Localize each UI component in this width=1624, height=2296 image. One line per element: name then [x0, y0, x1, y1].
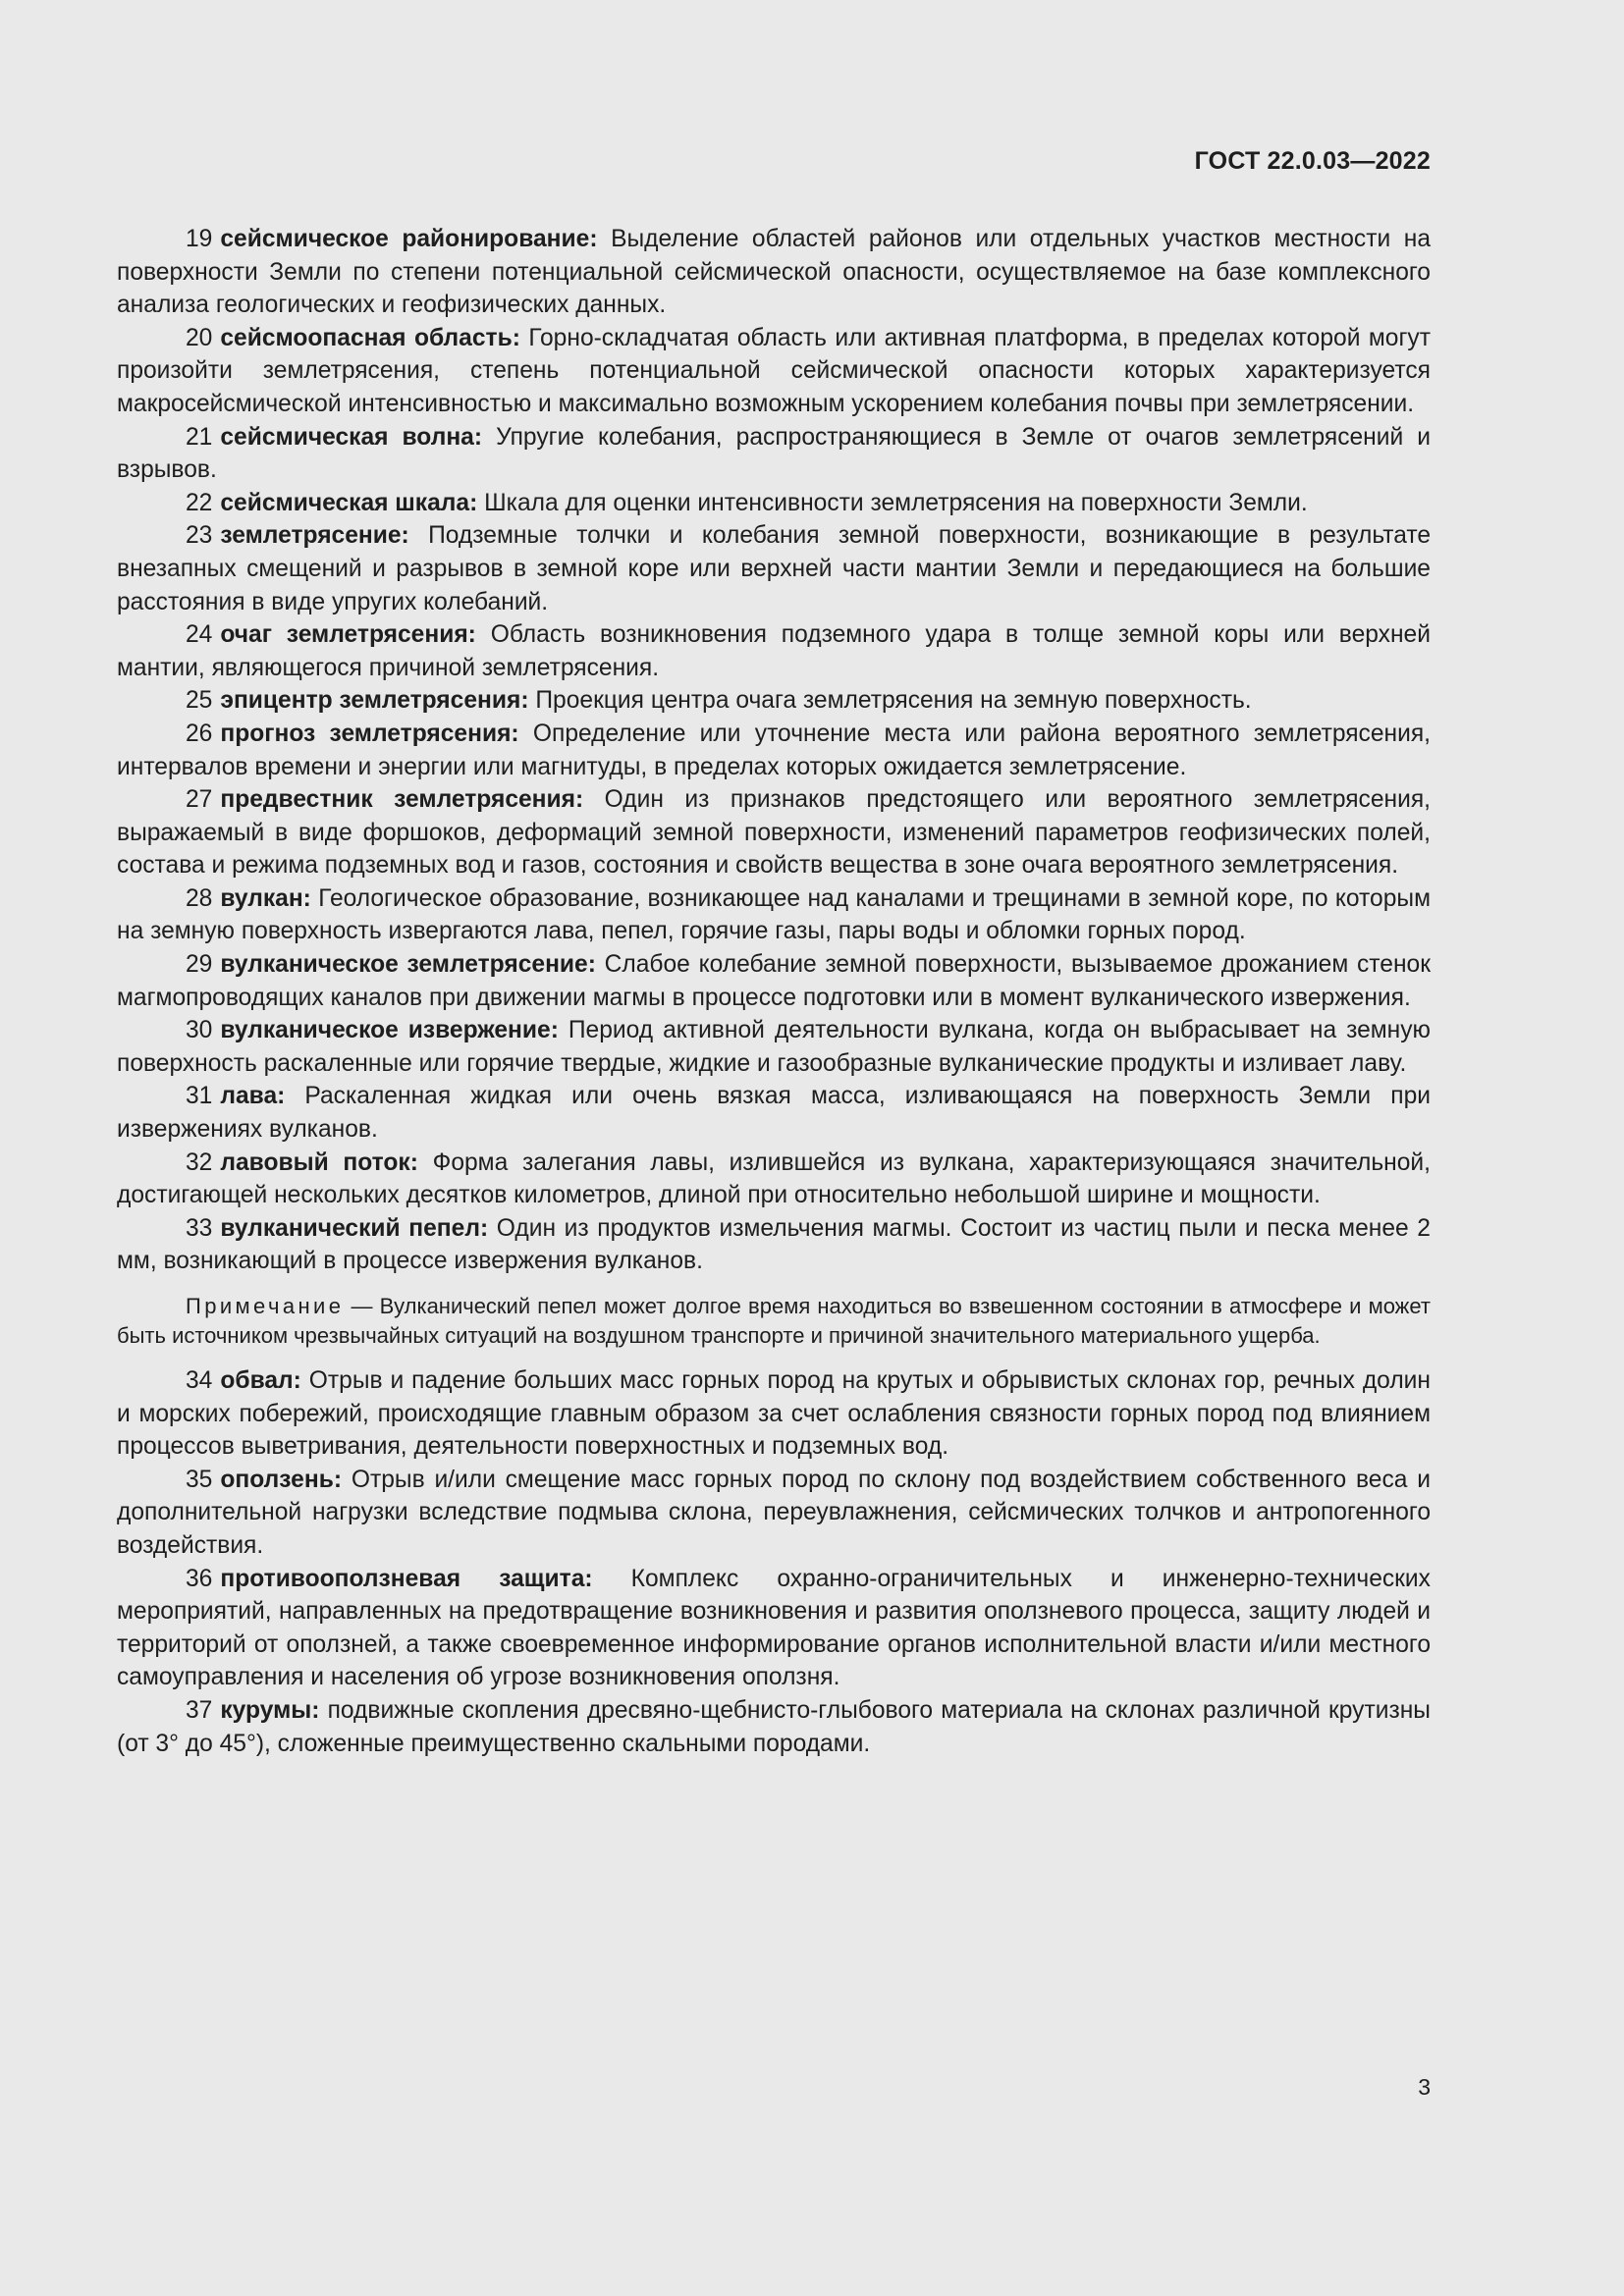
term-name: сейсмическое районирование: — [220, 226, 598, 252]
note-text: — Вулканический пепел может долгое время находиться во взвешенном состоянии в атмосфере и может быть источником чрезвычайных ситуаций на воздушном транспорте и причиной значительного материального ущерба. — [117, 1294, 1431, 1348]
term-definition: Форма залегания лавы, излившейся из вулкана, характеризующаяся значительной, достигающей нескольких десятков километров, длиной при относительно небольшой ширине и мощности. — [117, 1148, 1431, 1209]
term-name: прогноз землетрясения: — [220, 720, 519, 747]
term-entry — [117, 1212, 1431, 1278]
term-entry — [117, 1563, 1431, 1694]
term-entry — [117, 421, 1431, 487]
term-name: противооползневая защита: — [220, 1565, 593, 1592]
term-entry — [117, 223, 1431, 322]
term-definition: Слабое колебание земной поверхности, вызываемое дрожанием стенок магмопроводящих каналов при движении магмы в процессе подготовки или в момент вулканического извержения. — [117, 951, 1431, 1011]
term-number: 21 — [186, 423, 213, 451]
term-number: 30 — [186, 1017, 213, 1044]
term-entry — [117, 519, 1431, 618]
term-name: обвал: — [220, 1367, 301, 1394]
term-number: 19 — [186, 226, 213, 252]
term-entry — [117, 1014, 1431, 1080]
term-definition: Геологическое образование, возникающее над каналами и трещинами в земной коре, по которым на земную поверхность извергаются лава, пепел, горячие газы, пары воды и обломки горных пород. — [117, 884, 1431, 945]
term-entry — [117, 1364, 1431, 1464]
term-name: вулканическое землетрясение: — [220, 951, 596, 979]
term-definition: Область возникновения подземного удара в толще земной коры или верхней мантии, являющегося причиной землетрясения. — [117, 621, 1431, 681]
note-label: Примечание — [186, 1294, 345, 1318]
term-number: 32 — [186, 1148, 213, 1176]
term-number: 20 — [186, 324, 213, 351]
term-name: вулкан: — [220, 884, 311, 912]
term-number: 28 — [186, 884, 213, 912]
term-number: 34 — [186, 1367, 213, 1394]
term-definition: Упругие колебания, распространяющиеся в Земле от очагов землетрясений и взрывов. — [117, 423, 1431, 484]
term-number: 22 — [186, 489, 213, 516]
note-paragraph — [117, 1292, 1431, 1351]
term-name: сейсмическая шкала: — [220, 489, 478, 516]
term-entry — [117, 684, 1431, 718]
term-definition: Шкала для оценки интенсивности землетрясения на поверхности Земли. — [484, 489, 1308, 516]
term-definition: Отрыв и/или смещение масс горных пород по склону под воздействием собственного веса и дополнительной нагрузки вследствие подмыва склона, переувлажнения, сейсмических толчков и антропогенного воздействия. — [117, 1466, 1431, 1559]
term-number: 29 — [186, 951, 213, 979]
term-definition: Подземные толчки и колебания земной поверхности, возникающие в результате внезапных смещений и разрывов в земной коре или верхней части мантии Земли и передающиеся на большие расстояния в виде упругих колебаний. — [117, 522, 1431, 615]
term-definition: Раскаленная жидкая или очень вязкая масса, изливающаяся на поверхность Земли при извержениях вулканов. — [117, 1083, 1431, 1144]
term-number: 25 — [186, 687, 213, 715]
term-name: очаг землетрясения: — [220, 621, 476, 649]
term-name: сейсмическая волна: — [220, 423, 483, 451]
term-entry — [117, 948, 1431, 1014]
term-entry — [117, 1080, 1431, 1146]
term-name: эпицентр землетрясения: — [220, 687, 529, 715]
term-definition: Проекция центра очага землетрясения на земную поверхность. — [535, 687, 1252, 715]
term-name: землетрясение: — [220, 522, 409, 550]
term-name: вулканический пепел: — [220, 1214, 489, 1242]
term-definition: Комплекс охранно-ограничительных и инженерно-технических мероприятий, направленных на предотвращение возникновения и развития оползневого процесса, защиту людей и территорий от оползней, а также своевременное информирование органов исполнительной власти и/или местного самоуправления и населения об угрозе возникновения оползня. — [117, 1565, 1431, 1691]
terms-body — [117, 223, 1431, 1760]
term-number: 24 — [186, 621, 213, 649]
term-definition: Период активной деятельности вулкана, когда он выбрасывает на земную поверхность раскаленные или горячие твердые, жидкие и газообразные вулканические продукты и изливает лаву. — [117, 1017, 1431, 1077]
term-entry — [117, 783, 1431, 882]
term-entry — [117, 322, 1431, 421]
term-number: 35 — [186, 1466, 213, 1493]
term-definition: Отрыв и падение больших масс горных пород на крутых и обрывистых склонах гор, речных долин и морских побережий, происходящие главным образом за счет ослабления связности горных пород под влиянием процессов выветривания, деятельности поверхностных и подземных вод. — [117, 1367, 1431, 1461]
term-name: оползень: — [220, 1466, 343, 1493]
standard-designation: ГОСТ 22.0.03—2022 — [1194, 147, 1431, 175]
term-number: 36 — [186, 1565, 213, 1592]
term-definition: подвижные скопления дресвяно-щебнисто-глыбового материала на склонах различной крутизны (от 3° до 45°), сложенные преимущественно скальными породами. — [117, 1696, 1431, 1757]
term-definition: Один из продуктов измельчения магмы. Состоит из частиц пыли и песка менее 2 мм, возникающий в процессе извержения вулканов. — [117, 1214, 1431, 1275]
term-entry — [117, 882, 1431, 948]
page-number: 3 — [1418, 2074, 1431, 2100]
term-definition: Один из признаков предстоящего или вероятного землетрясения, выражаемый в виде форшоков, деформаций земной поверхности, изменений параметров геофизических полей, состава и режима подземных вод и газов, состояния и свойств вещества в зоне очага вероятного землетрясения. — [117, 786, 1431, 880]
term-number: 33 — [186, 1214, 213, 1242]
term-number: 23 — [186, 522, 213, 550]
term-entry — [117, 618, 1431, 684]
term-name: курумы: — [220, 1696, 320, 1724]
term-number: 27 — [186, 786, 213, 814]
term-entry — [117, 1147, 1431, 1212]
term-entry — [117, 1694, 1431, 1760]
term-name: лава: — [220, 1083, 286, 1110]
term-entry — [117, 1464, 1431, 1563]
term-number: 26 — [186, 720, 213, 747]
term-name: сейсмоопасная область: — [220, 324, 520, 351]
term-name: предвестник землетрясения: — [220, 786, 584, 814]
term-entry — [117, 718, 1431, 783]
term-name: вулканическое извержение: — [220, 1017, 559, 1044]
term-entry — [117, 487, 1431, 520]
term-name: лавовый поток: — [220, 1148, 418, 1176]
term-definition: Горно-складчатая область или активная платформа, в пределах которой могут произойти землетрясения, степень потенциальной сейсмической опасности которых характеризуется макросейсмической интенсивностью и максимально возможным ускорением колебания почвы при землетрясении. — [117, 324, 1431, 417]
term-number: 37 — [186, 1696, 213, 1724]
term-number: 31 — [186, 1083, 213, 1110]
terms-list-upper — [117, 223, 1431, 1278]
term-definition: Определение или уточнение места или района вероятного землетрясения, интервалов времени и энергии или магнитуды, в пределах которых ожидается землетрясение. — [117, 720, 1431, 780]
term-definition: Выделение областей районов или отдельных участков местности на поверхности Земли по степени потенциальной сейсмической опасности, осуществляемое на базе комплексного анализа геологических и геофизических данных. — [117, 226, 1431, 319]
terms-list-lower — [117, 1364, 1431, 1760]
